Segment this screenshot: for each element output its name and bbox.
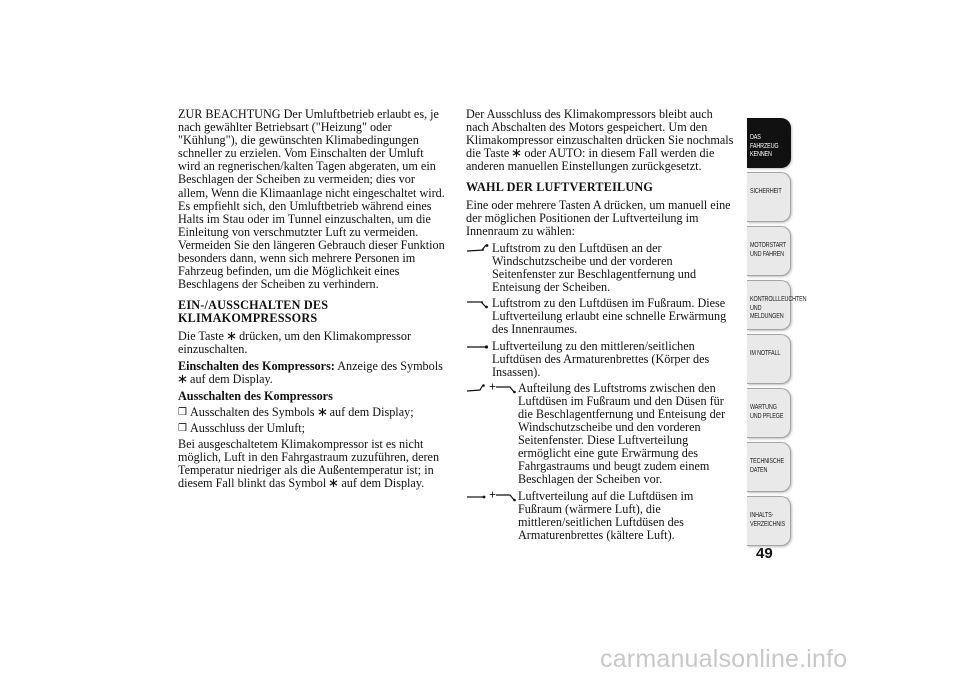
recirculation-note: ZUR BEACHTUNG Der Umluftbetrieb erlaubt es, je nach gewählter Betriebsart ("Heizung" oder "Kühlung"), die gewünschten Klimabedingungen schneller zu erzielen. Vom Einschalten der Umluft wird an regnerischen/kalten Tagen abgeraten, um ein Beschlagen der Scheiben zu vermeiden; dies vor allem, Wenn die Klimaanlage nicht eingeschaltet wird. Es empfiehlt sich, den Umluftbetrieb während eines Halts im Stau oder im Tunnel einzuschalten, um die Einleitung von verschmutzter Luft zu vermeiden. Vermeiden Sie den längeren Gebrauch dieser Funktion besonders dann, wenn sich mehrere Personen im Fahrzeug befinden, um die Möglichkeit eines Beschlagens der Scheiben zu verhindern. (178, 107, 445, 292)
tab-sicherheit[interactable]: SICHERHEIT (747, 172, 791, 222)
list-item: + Luftverteilung auf die Luftdüsen im Fußraum (wärmere Luft), die mittleren/seitlichen Luftdüsen des Armaturenbrettes (kältere Luft). (466, 490, 738, 542)
list-item: ❒ Ausschluss der Umluft; (178, 421, 306, 436)
dashboard-vents-airflow-icon (466, 342, 490, 352)
bullet-box-icon: ❒ (178, 406, 187, 418)
footwell-airflow-icon (466, 299, 490, 309)
page-number: 49 (756, 545, 773, 562)
tab-kontrollleuchten[interactable]: KONTROLLLEUCHTEN UND MELDUNGEN (747, 280, 791, 330)
distribution-intro: Eine oder mehrere Tasten A drücken, um manuell eine der möglichen Positionen der Luftverteilung im Innenraum zu wählen: (466, 197, 731, 238)
snowflake-icon (227, 331, 236, 341)
list-item: Luftverteilung zu den mittleren/seitlichen Luftdüsen des Armaturenbrettes (Körper des Insassen). (466, 340, 738, 379)
compressor-closing: Bei ausgeschaltetem Klimakompressor ist es nicht möglich, Luft in den Fahrgastraum zuzuführen, deren Temperatur niedriger als die Außentemperatur ist; in diesem Fall blinkt das Symbol auf dem Display. (178, 437, 440, 491)
snowflake-icon (318, 407, 327, 417)
compressor-memory: Der Ausschluss des Klimakompressors bleibt auch nach Abschalten des Motors gespeichert. Um den Klimakompressor einzuschalten drücken Sie nochmals die Taste oder AUTO: in diesem Fall werden die anderen manuellen Einstellungen zurückgesetzt. (466, 107, 734, 174)
list-item: + Aufteilung des Luftstroms zwischen den Luftdüsen im Fußraum und den Düsen für die Beschlagentfernung und Enteisung der Windschutzscheibe und den vorderen Seitenfenster. Diese Luftverteilung ermöglicht eine gute Erwärmung des Fahrgastraums und beugt zudem einem Beschlagen der Scheiben vor. (466, 382, 738, 487)
snowflake-icon (512, 148, 521, 158)
bullet-box-icon: ❒ (178, 423, 187, 435)
tab-im-notfall[interactable]: IM NOTFALL (747, 334, 791, 384)
list-item: ❒ Ausschalten des Symbols auf dem Display; (178, 404, 414, 419)
list-item: Luftstrom zu den Luftdüsen im Fußraum. Diese Luftverteilung erlaubt eine schnelle Erwärmung des Innenraumes. (466, 297, 738, 336)
compressor-intro: Die Taste drücken, um den Klimakompressor einzuschalten. (178, 328, 412, 356)
tab-wartung-und-pflege[interactable]: WARTUNG UND PFLEGE (747, 388, 791, 438)
left-column (178, 108, 446, 495)
snowflake-icon (329, 478, 338, 488)
right-column (466, 108, 738, 545)
tab-technische-daten[interactable]: TECHNISCHE DATEN (747, 442, 791, 492)
tab-inhaltsverzeichnis[interactable]: INHALTS-VERZEICHNIS (747, 496, 791, 546)
distribution-heading: WAHL DER LUFTVERTEILUNG (466, 180, 654, 195)
compressor-off-heading: Ausschalten des Kompressors (178, 388, 333, 403)
plus-sign: + (489, 379, 496, 394)
watermark: carmanualsonline.info (600, 645, 848, 673)
tab-das-fahrzeug-kennen[interactable]: DAS FAHRZEUG KENNEN (747, 118, 791, 168)
compressor-heading: EIN-/AUSSCHALTEN DES KLIMAKOMPRESSORS (178, 298, 329, 326)
compressor-on: Einschalten des Kompressors: Anzeige des Symbols auf dem Display. (178, 358, 443, 386)
list-item: Luftstrom zu den Luftdüsen an der Windschutzscheibe und der vorderen Seitenfenster zur Beschlagentfernung und Enteisung der Scheiben. (466, 242, 738, 294)
tab-motorstart-und-fahren[interactable]: MOTORSTART UND FAHREN (747, 226, 791, 276)
snowflake-icon (178, 374, 187, 384)
windscreen-airflow-icon (466, 244, 490, 254)
plus-sign: + (489, 487, 496, 502)
